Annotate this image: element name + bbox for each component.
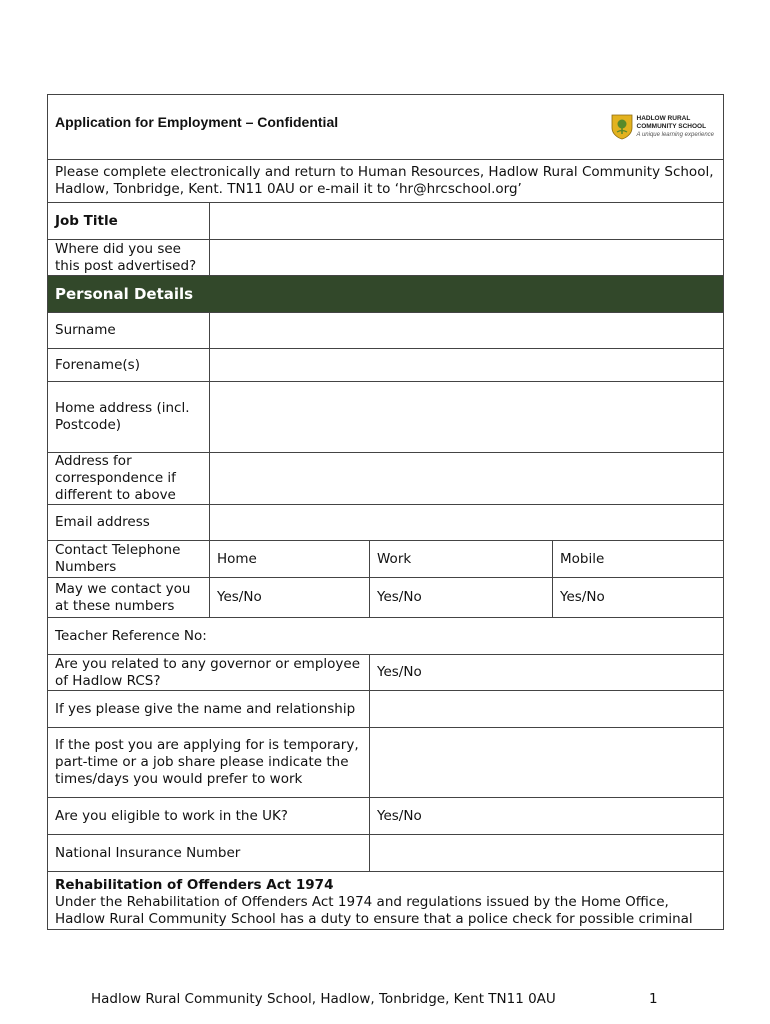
correspondence-label: Address for correspondence if different to above	[48, 453, 210, 505]
job-title-row	[48, 203, 724, 240]
email-row	[48, 505, 724, 541]
phone-row	[48, 541, 724, 578]
related-label: Are you related to any governor or employee of Hadlow RCS?	[48, 655, 370, 691]
eligible-yes-no[interactable]: Yes/No	[370, 798, 724, 835]
form-table	[47, 94, 724, 930]
footer-address: Hadlow Rural Community School, Hadlow, Tonbridge, Kent TN11 0AU	[91, 991, 556, 1007]
eligible-label: Are you eligible to work in the UK?	[48, 798, 370, 835]
related-yes-no[interactable]: Yes/No	[370, 655, 724, 691]
forename-row	[48, 349, 724, 382]
contact-permission-row	[48, 578, 724, 618]
eligible-row	[48, 798, 724, 835]
intro-text: Please complete electronically and return to Human Resources, Hadlow Rural Community School, Hadlow, Tonbridge, Kent. TN11 0AU or e-mail it to ‘hr@hrcschool.org’	[48, 160, 724, 203]
section-title: Personal Details	[48, 276, 724, 313]
page-number: 1	[649, 991, 658, 1007]
surname-row	[48, 313, 724, 349]
email-field[interactable]	[210, 505, 724, 541]
contact-home-yes-no[interactable]: Yes/No	[210, 578, 370, 618]
intro-row	[48, 160, 724, 203]
email-label: Email address	[48, 505, 210, 541]
temporary-label: If the post you are applying for is temporary, part-time or a job share please indicate the times/days you would prefer to work	[48, 728, 370, 798]
teacher-ref-row	[48, 618, 724, 655]
page-footer	[91, 991, 671, 1007]
home-address-field[interactable]	[210, 382, 724, 453]
contact-permission-label: May we contact you at these numbers	[48, 578, 210, 618]
advertised-label: Where did you see this post advertised?	[48, 240, 210, 276]
school-crest-icon	[611, 114, 633, 140]
ni-row	[48, 835, 724, 872]
correspondence-row	[48, 453, 724, 505]
rehab-heading: Rehabilitation of Offenders Act 1974	[55, 877, 334, 893]
phone-work[interactable]: Work	[370, 541, 553, 578]
phone-label: Contact Telephone Numbers	[48, 541, 210, 578]
contact-mobile-yes-no[interactable]: Yes/No	[553, 578, 724, 618]
relationship-field[interactable]	[370, 691, 724, 728]
relationship-label: If yes please give the name and relationship	[48, 691, 370, 728]
contact-work-yes-no[interactable]: Yes/No	[370, 578, 553, 618]
logo-wordmark: HADLOW RURAL COMMUNITY SCHOOL A unique learning experience	[636, 115, 714, 138]
temporary-row	[48, 728, 724, 798]
home-address-row	[48, 382, 724, 453]
forename-field[interactable]	[210, 349, 724, 382]
title-row	[48, 95, 724, 160]
rehab-text: Under the Rehabilitation of Offenders Act 1974 and regulations issued by the Home Office, Hadlow Rural Community School has a duty to ensure that a police check for possible criminal	[55, 894, 693, 927]
advertised-row	[48, 240, 724, 276]
ni-field[interactable]	[370, 835, 724, 872]
advertised-field[interactable]	[210, 240, 724, 276]
relationship-row	[48, 691, 724, 728]
form-title: Application for Employment – Confidential	[55, 114, 339, 130]
surname-field[interactable]	[210, 313, 724, 349]
surname-label: Surname	[48, 313, 210, 349]
phone-mobile[interactable]: Mobile	[553, 541, 724, 578]
school-logo	[611, 114, 715, 140]
correspondence-field[interactable]	[210, 453, 724, 505]
home-address-label: Home address (incl. Postcode)	[48, 382, 210, 453]
personal-details-header	[48, 276, 724, 313]
ni-label: National Insurance Number	[48, 835, 370, 872]
job-title-label: Job Title	[48, 203, 210, 240]
temporary-field[interactable]	[370, 728, 724, 798]
job-title-field[interactable]	[210, 203, 724, 240]
teacher-ref-field[interactable]: Teacher Reference No:	[48, 618, 724, 655]
related-row	[48, 655, 724, 691]
application-form	[47, 94, 723, 930]
rehabilitation-row	[48, 872, 724, 930]
forename-label: Forename(s)	[48, 349, 210, 382]
phone-home[interactable]: Home	[210, 541, 370, 578]
